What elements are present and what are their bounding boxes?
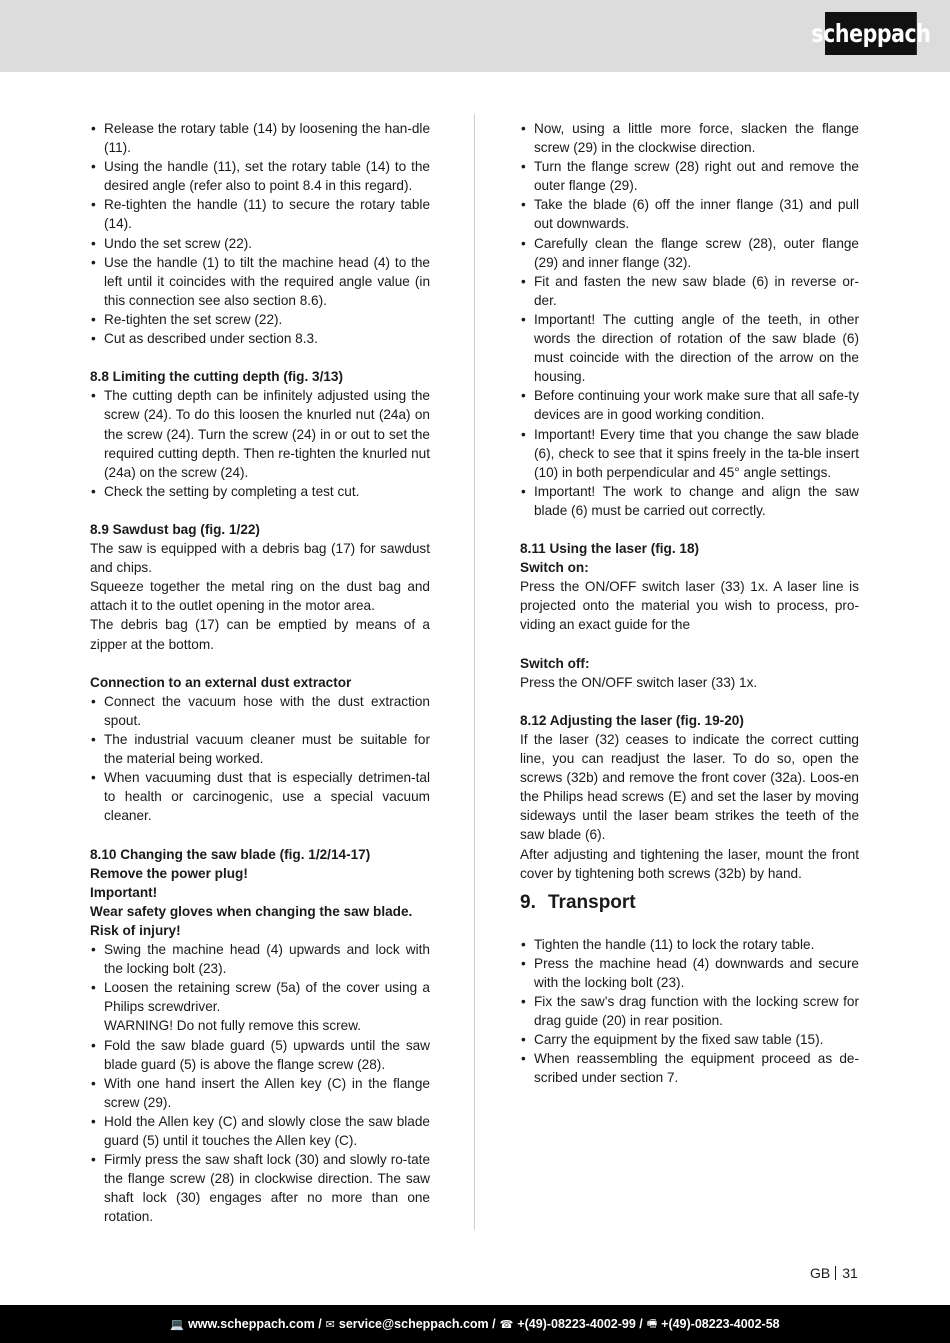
- section-heading-8-9: 8.9 Sawdust bag (fig. 1/22): [90, 521, 260, 537]
- list-item: • Important! The work to change and align the saw blade (6) must be carried out correctly.: [520, 482, 859, 520]
- column-divider: [474, 114, 475, 1230]
- section-heading-8-11: 8.11 Using the laser (fig. 18): [520, 541, 700, 557]
- list-item: • Swing the machine head (4) upwards and lock with the locking bolt (23).: [90, 940, 430, 978]
- list-item: • When vacuuming dust that is especially detrimen-tal to health or carcinogenic, use a special vacuum cleaner.: [90, 768, 430, 825]
- right-column: [520, 119, 859, 1088]
- list-item: • Now, using a little more force, slacken the flange screw (29) in the clockwise direction.: [520, 119, 859, 157]
- language-code: GB: [810, 1265, 831, 1281]
- paragraph: Press the ON/OFF switch laser (33) 1x.: [520, 674, 758, 690]
- scheppach-logo: scheppach: [825, 12, 917, 55]
- list-item: • Take the blade (6) off the inner flange (31) and pull out downwards.: [520, 195, 859, 233]
- page-number-value: 31: [842, 1265, 858, 1281]
- bullet-list-saw-blade: [90, 940, 430, 1226]
- section-heading-8-10: 8.10 Changing the saw blade (fig. 1/2/14-17): [90, 846, 371, 862]
- subheading-dust-extractor: Connection to an external dust extractor: [90, 674, 352, 690]
- chapter-heading-transport: [520, 891, 859, 915]
- list-item: • Tighten the handle (11) to lock the rotary table.: [520, 935, 859, 954]
- phone-icon: ☎: [499, 1318, 514, 1331]
- paragraph: Press the ON/OFF switch laser (33) 1x. A laser line is projected onto the material you wish to process, pro-viding an exact guide for the: [520, 579, 859, 633]
- list-item: • The cutting depth can be infinitely adjusted using the screw (24). To do this loosen the knurled nut (24a) on the screw (24). Turn the screw (24) in or out to set the required cutting depth. Then re-tighten the knurled nut (24a) on the screw (24).: [90, 386, 430, 481]
- warning-text: Risk of injury!: [90, 922, 181, 938]
- warning-text: Remove the power plug!: [90, 865, 248, 881]
- list-item: • Connect the vacuum hose with the dust extraction spout.: [90, 692, 430, 730]
- paragraph: The debris bag (17) can be emptied by means of a zipper at the bottom.: [90, 617, 430, 652]
- list-item: • With one hand insert the Allen key (C) in the flange screw (29).: [90, 1074, 430, 1112]
- chapter-title: Transport: [548, 891, 636, 913]
- list-item-text: Loosen the retaining screw (5a) of the cover using a Philips screwdriver.: [104, 980, 430, 1015]
- list-item: • Fix the saw’s drag function with the locking screw for drag guide (20) in rear position.: [520, 992, 859, 1030]
- list-item: • Using the handle (11), set the rotary table (14) to the desired angle (refer also to point 8.4 in this regard).: [90, 157, 430, 195]
- bullet-list-dust-extractor: [90, 692, 430, 826]
- page-number-separator: [835, 1266, 836, 1280]
- bullet-list-transport: [520, 935, 859, 1088]
- bullet-list-rotary-table: [90, 119, 430, 348]
- paragraph: Squeeze together the metal ring on the dust bag and attach it to the outlet opening in the motor area.: [90, 579, 430, 614]
- warning-text: Important!: [90, 884, 158, 900]
- list-item: • Re-tighten the set screw (22).: [90, 310, 430, 329]
- list-item: • Carry the equipment by the fixed saw table (15).: [520, 1030, 859, 1049]
- list-item: • Cut as described under section 8.3.: [90, 329, 430, 348]
- list-item: • Check the setting by completing a test cut.: [90, 482, 430, 501]
- footer-bar: [0, 1305, 950, 1343]
- computer-icon: 💻: [170, 1318, 185, 1331]
- chapter-number: 9.: [520, 891, 536, 913]
- footer-email[interactable]: service@scheppach.com /: [338, 1317, 496, 1331]
- footer-fax: +(49)-08223-4002-58: [661, 1317, 780, 1331]
- bullet-list-cutting-depth: [90, 386, 430, 501]
- list-item: • The industrial vacuum cleaner must be suitable for the material being worked.: [90, 730, 430, 768]
- list-item: • Fit and fasten the new saw blade (6) in reverse or-der.: [520, 272, 859, 310]
- list-item: • Use the handle (1) to tilt the machine head (4) to the left until it coincides with the required angle value (in this connection see also section 8.6).: [90, 253, 430, 310]
- mail-icon: ✉: [325, 1318, 335, 1331]
- list-item: • Undo the set screw (22).: [90, 234, 430, 253]
- list-item: • Before continuing your work make sure that all safe-ty devices are in good working condition.: [520, 386, 859, 424]
- section-heading-8-8: 8.8 Limiting the cutting depth (fig. 3/13): [90, 369, 343, 385]
- page-number: [810, 1265, 858, 1281]
- left-column: [90, 119, 430, 1226]
- list-item: • When reassembling the equipment proceed as de-scribed under section 7.: [520, 1049, 859, 1087]
- list-item: • Firmly press the saw shaft lock (30) and slowly ro-tate the flange screw (28) in clockwise direction. The saw shaft lock (30) engages after no more than one rotation.: [90, 1150, 430, 1226]
- warning-note: WARNING! Do not fully remove this screw.: [104, 1018, 362, 1034]
- fax-icon: 🖷: [646, 1317, 658, 1330]
- list-item: • Turn the flange screw (28) right out and remove the outer flange (29).: [520, 157, 859, 195]
- list-item: [90, 978, 430, 1035]
- list-item: • Re-tighten the handle (11) to secure the rotary table (14).: [90, 195, 430, 233]
- footer-website[interactable]: www.scheppach.com /: [188, 1317, 322, 1331]
- list-item: • Press the machine head (4) downwards and secure with the locking bolt (23).: [520, 954, 859, 992]
- warning-text: Wear safety gloves when changing the saw blade.: [90, 903, 413, 919]
- paragraph: If the laser (32) ceases to indicate the correct cutting line, you can readjust the laser. To do so, open the screws (32b) and remove the front cover (32a). Loos-en the Philips head screws (E) and set the laser by moving sideways until the laser beam strikes the teeth of the saw blade (6).: [520, 732, 859, 843]
- list-item: • Hold the Allen key (C) and slowly close the saw blade guard (5) until it touches the Allen key (C).: [90, 1112, 430, 1150]
- subheading-switch-off: Switch off:: [520, 655, 590, 671]
- list-item: • Important! The cutting angle of the teeth, in other words the direction of rotation of the saw blade (6) must coincide with the direction of the arrow on the housing.: [520, 310, 859, 386]
- list-item: • Release the rotary table (14) by loosening the han-dle (11).: [90, 119, 430, 157]
- list-item: • Fold the saw blade guard (5) upwards until the saw blade guard (5) is above the flange screw (28).: [90, 1036, 430, 1074]
- header-bar: [0, 0, 950, 72]
- bullet-list-flange: [520, 119, 859, 520]
- list-item: • Important! Every time that you change the saw blade (6), check to see that it spins freely in the ta-ble insert (10) in both perpendicular and 45° angle settings.: [520, 425, 859, 482]
- footer-phone[interactable]: +(49)-08223-4002-99 /: [517, 1317, 643, 1331]
- section-heading-8-12: 8.12 Adjusting the laser (fig. 19-20): [520, 712, 744, 728]
- paragraph: The saw is equipped with a debris bag (17) for sawdust and chips.: [90, 541, 430, 576]
- paragraph: After adjusting and tightening the laser, mount the front cover by tightening both screws (32b) by hand.: [520, 846, 859, 881]
- subheading-switch-on: Switch on:: [520, 560, 589, 576]
- list-item: • Carefully clean the flange screw (28), outer flange (29) and inner flange (32).: [520, 234, 859, 272]
